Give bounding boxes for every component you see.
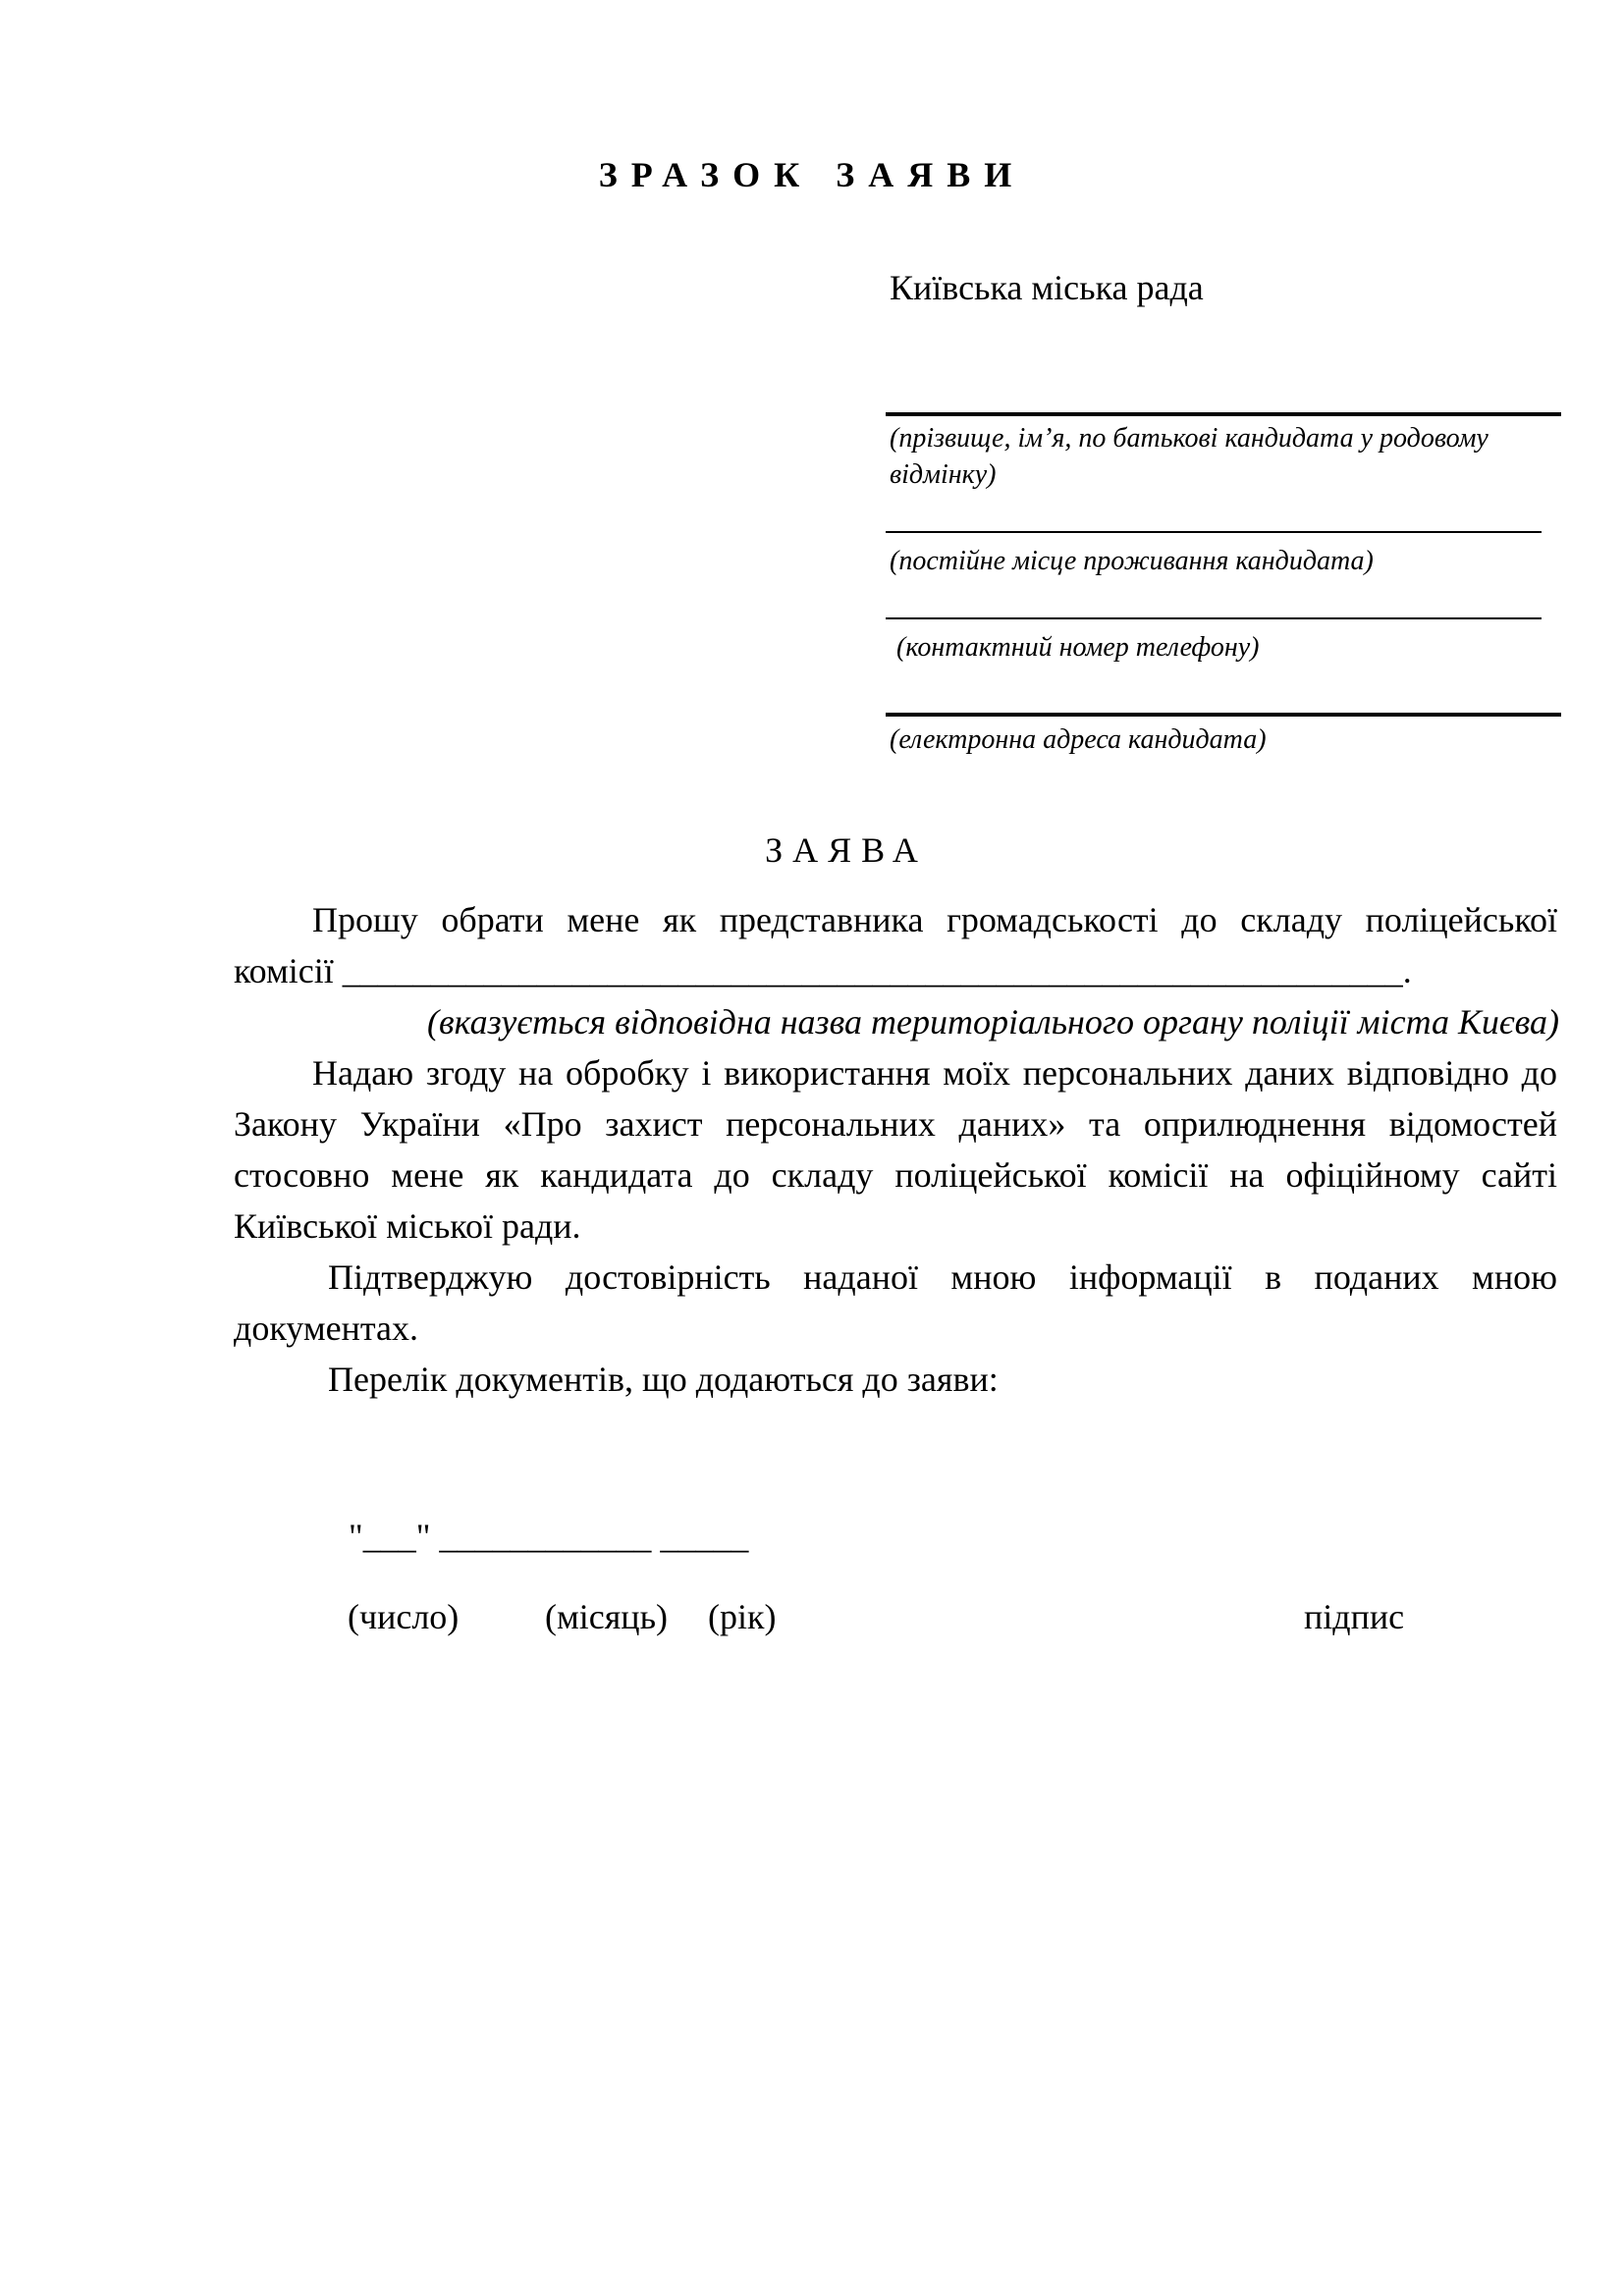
signature-label: підпис [1304, 1597, 1405, 1636]
residence-field-caption: (постійне місце проживання кандидата) [890, 546, 1374, 576]
residence-field-line [886, 531, 1542, 533]
paragraph-request-line1: Прошу обрати мене як представника громадськості до складу поліцейської [312, 900, 1557, 939]
date-month-label: (місяць) [545, 1597, 668, 1636]
date-year-label: (рік) [708, 1597, 777, 1636]
statement-heading: ЗАЯВА [765, 830, 928, 870]
name-field-caption: (прізвище, ім’я, по батькові кандидата у родовому відмінку) [890, 423, 1489, 490]
email-field-line [886, 713, 1561, 717]
paragraph-documents-list: Перелік документів, що додаються до заяви: [328, 1360, 999, 1399]
paragraph-request-line2: комісії ____________________________________________________________. [234, 951, 1412, 990]
phone-field-line [886, 617, 1542, 619]
phone-field-caption: (контактний номер телефону) [890, 632, 1260, 663]
paragraph-consent: Надаю згоду на обробку і використання моїх персональних даних відповідно до Закону України «Про захист персональних даних» та оприлюднення відомостей стосовно мене як кандидата до складу поліцейської комісії на офіційному сайті Київської міської ради. [234, 1053, 1557, 1246]
date-day-label: (число) [348, 1597, 460, 1636]
police-body-note: (вказується відповідна назва територіального органу поліції міста Києва) [427, 1002, 1559, 1041]
email-field-caption: (електронна адреса кандидата) [890, 724, 1267, 755]
name-field-line [886, 412, 1561, 416]
date-line: "___" ____________ _____ [349, 1517, 749, 1556]
addressee: Київська міська рада [890, 268, 1204, 307]
document-title: ЗРАЗОК ЗАЯВИ [598, 155, 1026, 194]
paragraph-confirmation: Підтверджую достовірність наданої мною інформації в поданих мною документах. [234, 1257, 1557, 1348]
